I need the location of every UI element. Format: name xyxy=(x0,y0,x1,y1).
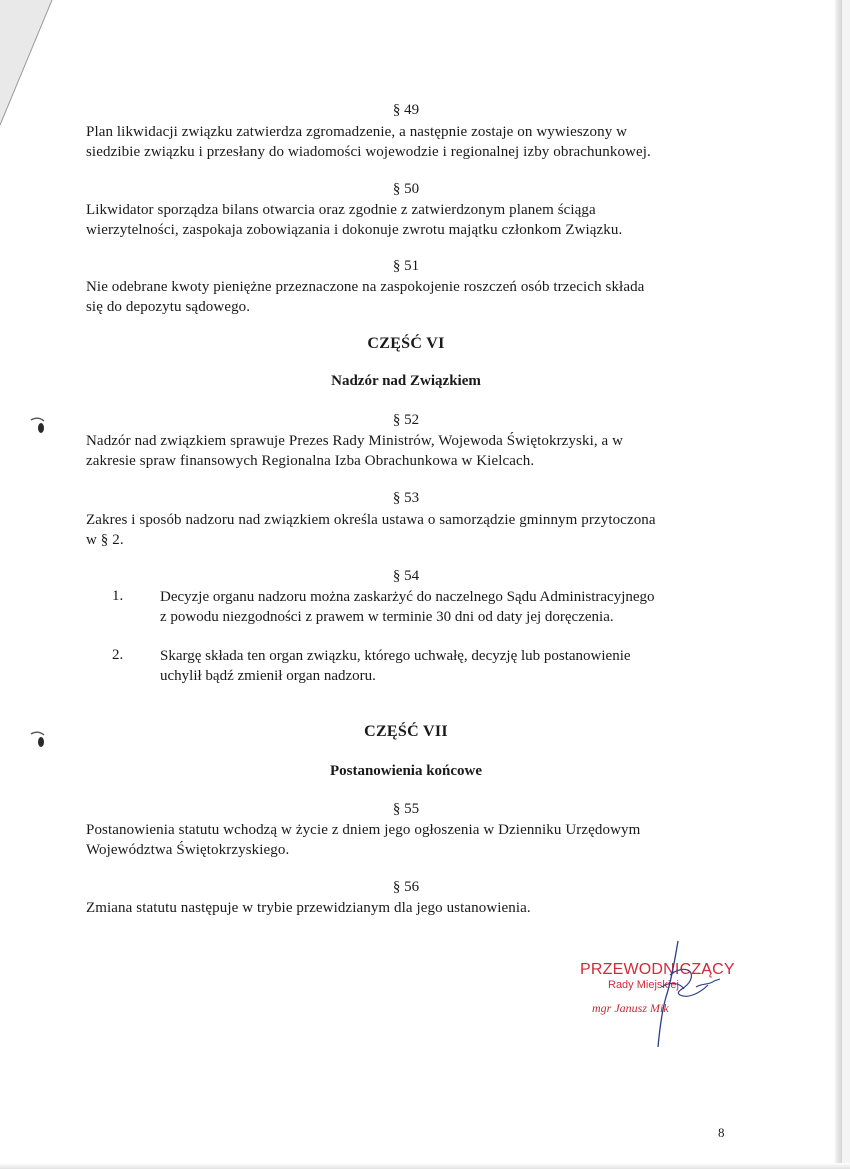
official-stamp xyxy=(570,955,740,1055)
list-number: 2. xyxy=(112,647,124,663)
stamp-body: Rady Miejskiej xyxy=(608,979,679,991)
section-heading-53: § 53 xyxy=(392,490,420,506)
section-heading-49: § 49 xyxy=(392,102,420,118)
text-line: się do depozytu sądowego. xyxy=(86,299,251,315)
text-line: Zmiana statutu następuje w trybie przewidzianym dla jego ustanowienia. xyxy=(86,900,531,916)
section-text-53 xyxy=(86,510,726,550)
text-line: Decyzje organu nadzoru można zaskarżyć do naczelnego Sądu Administracyjnego xyxy=(160,589,655,605)
scan-edge xyxy=(842,0,850,1169)
text-line: Plan likwidacji związku zatwierdza zgromadzenie, a następnie zostaje on wywieszony w xyxy=(86,124,628,140)
text-line: Likwidator sporządza bilans otwarcia oraz zgodnie z zatwierdzonym planem ściąga xyxy=(86,202,596,218)
text-line: Postanowienia statutu wchodzą w życie z dniem jego ogłoszenia w Dzienniku Urzędowym xyxy=(86,822,641,838)
list-item-text xyxy=(160,646,730,686)
stamp-name: mgr Janusz Mik xyxy=(592,1001,669,1015)
section-text-52 xyxy=(86,431,726,471)
punch-hole-mark xyxy=(28,728,50,750)
section-heading-56: § 56 xyxy=(392,879,420,895)
part-title-7: CZĘŚĆ VII xyxy=(364,723,448,740)
folded-corner-shadow xyxy=(0,0,70,130)
text-line: Zakres i sposób nadzoru nad związkiem określa ustawa o samorządzie gminnym przytoczona xyxy=(86,512,656,528)
part-title-6: CZĘŚĆ VI xyxy=(367,335,445,352)
section-heading-52: § 52 xyxy=(392,412,420,428)
section-heading-54: § 54 xyxy=(392,568,420,584)
text-line: w § 2. xyxy=(86,532,124,548)
section-heading-51: § 51 xyxy=(392,258,420,274)
handwritten-signature xyxy=(600,935,740,1055)
text-line: Województwa Świętokrzyskiego. xyxy=(86,842,290,858)
section-text-55 xyxy=(86,820,726,860)
list-item-text xyxy=(160,587,730,627)
scan-edge-shadow xyxy=(834,0,842,1169)
text-line: Nie odebrane kwoty pieniężne przeznaczone na zaspokojenie roszczeń osób trzecich składa xyxy=(86,279,645,295)
section-heading-50: § 50 xyxy=(392,181,420,197)
section-text-56 xyxy=(86,898,726,918)
section-text-51 xyxy=(86,277,726,317)
page-number: 8 xyxy=(718,1125,725,1140)
section-text-49 xyxy=(86,122,726,162)
section-heading-55: § 55 xyxy=(392,801,420,817)
text-line: Skargę składa ten organ związku, którego uchwałę, decyzję lub postanowienie xyxy=(160,648,631,664)
stamp-title: PRZEWODNICZĄCY xyxy=(580,961,735,978)
text-line: zakresie spraw finansowych Regionalna Izba Obrachunkowa w Kielcach. xyxy=(86,453,535,469)
text-line: z powodu niezgodności z prawem w terminie 30 dni od daty jej doręczenia. xyxy=(160,609,614,625)
section-text-50 xyxy=(86,200,726,240)
text-line: wierzytelności, zaspokaja zobowiązania i dokonuje zwrotu majątku członkom Związku. xyxy=(86,222,623,238)
part-subtitle-7: Postanowienia końcowe xyxy=(329,763,483,779)
scan-bottom-edge xyxy=(0,1163,850,1169)
list-number: 1. xyxy=(112,588,124,604)
text-line: siedzibie związku i przesłany do wiadomości wojewodzie i regionalnej izby obrachunkowej. xyxy=(86,144,651,160)
punch-hole-mark xyxy=(28,414,50,436)
text-line: uchylił bądź zmienił organ nadzoru. xyxy=(160,668,376,684)
part-subtitle-6: Nadzór nad Związkiem xyxy=(331,373,481,389)
text-line: Nadzór nad związkiem sprawuje Prezes Rady Ministrów, Wojewoda Świętokrzyski, a w xyxy=(86,433,624,449)
